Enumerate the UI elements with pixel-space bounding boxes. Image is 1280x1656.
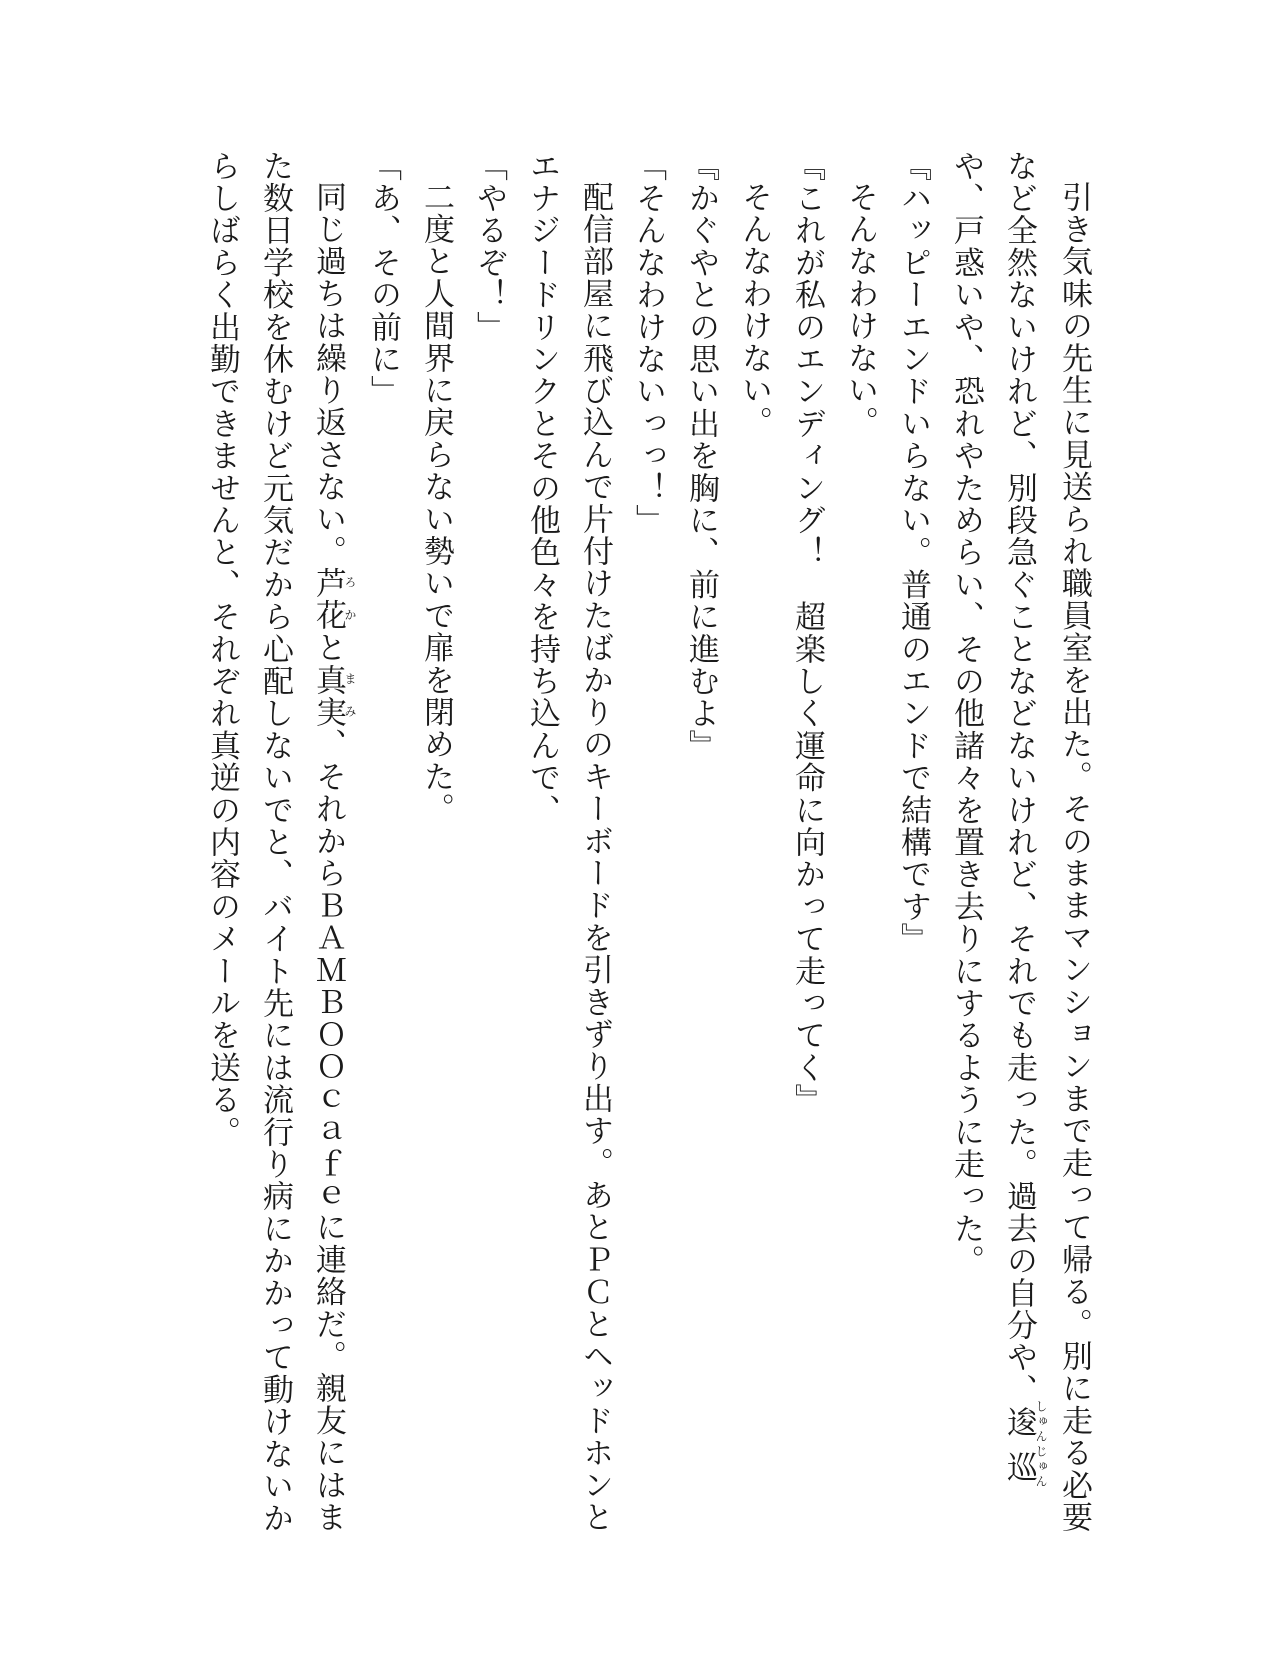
paragraph-line: そんなわけない。	[842, 181, 878, 439]
ruby-word	[310, 567, 357, 632]
paragraph-line	[992, 150, 1047, 1510]
paragraph-line: 引き気味の先生に見送られ職員室を出た。そのままマンションまで走って帰る。別に走る必要	[1056, 181, 1092, 1534]
paragraph-line: 『これが私のエンディング！ 超楽しく運命に向かって走ってく』	[789, 150, 825, 1116]
paragraph-line: そんなわけない。	[736, 181, 772, 439]
ruby-word	[310, 664, 357, 729]
paragraph-line: 「やるぞ！」	[471, 150, 507, 344]
vertical-text-block	[195, 150, 1100, 1535]
paragraph-line: 「そんなわけないっっ！」	[630, 150, 666, 537]
line-text: など全然ないけれど、別段急ぐことなどないけれど、それでも走った。過去の自分や、	[1001, 150, 1037, 1406]
line-text: 同じ過ちは繰り返さない。	[310, 181, 346, 568]
paragraph-line: 二度と人間界に戻らない勢いで扉を閉めた。	[418, 181, 454, 825]
paragraph-line: 『ハッピーエンドいらない。普通のエンドで結構です』	[895, 150, 931, 955]
ruby-reading: まみ	[343, 664, 357, 729]
line-text: と	[310, 631, 346, 665]
paragraph-line: 『かぐやとの思い出を胸に、前に進むよ』	[683, 150, 719, 762]
line-text: 、それからＢＡＭＢＯＯｃａｆｅに連絡だ。親友にはま	[310, 728, 346, 1534]
paragraph-line: 配信部屋に飛び込んで片付けたばかりのキーボードを引きずり出す。あとＰＣとヘッドホンと	[577, 181, 613, 1534]
paragraph-line: らしばらく出勤できませんと、それぞれ真逆の内容のメールを送る。	[204, 150, 240, 1149]
ruby-base: 芦花	[310, 567, 346, 632]
ruby-reading: ろか	[343, 567, 357, 632]
paragraph-line: 「あ、その前に」	[365, 150, 401, 408]
ruby-reading: しゅんじゅん	[1034, 1399, 1048, 1490]
ruby-base: 真実	[310, 664, 346, 729]
paragraph-line: エナジードリンクとその他色々を持ち込んで、	[524, 150, 560, 827]
ruby-word	[1001, 1399, 1048, 1490]
ruby-base: 逡巡	[1001, 1399, 1037, 1490]
paragraph-line: や、戸惑いや、恐れやためらい、その他諸々を置き去りにするように走った。	[948, 150, 984, 1277]
paragraph-line	[301, 150, 357, 1534]
paragraph-line: た数日学校を休むけど元気だから心配しないでと、バイト先には流行り病にかかって動けないか	[257, 150, 293, 1535]
